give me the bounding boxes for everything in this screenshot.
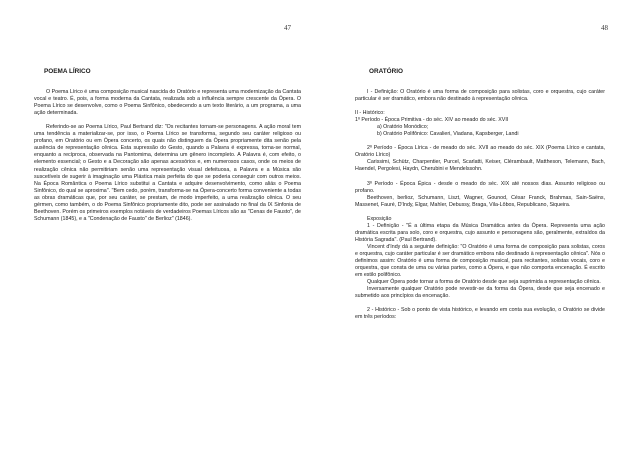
paragraph-bertrand-quote: Referindo-se ao Poema Lírico, Paul Bertrand diz: "Os recitantes tornam-se personagens. A ação moral tem uma tendência a materializar-se, por isso, o Poema Lírico se transforma, segundo seu caráter religioso ou profano, em Oratório ou em Ópera concerto, os quais não distinguem da Ópera propriamente dita senão pela ausência de representação cênica. Esta supressão do Gesto, quando a Palavra é expressa, torna-se normal, enquanto a recíproca, observada na Pantomima, determina um gênero incompleto. A Palavra é, com efeito, o elemento essencial; o Gesto e a Decoração são apenas acessórios e, em numerosos casos, onde os meios de realização cênica não permitiriam senão uma representação visual defeituosa, a Palavra e a Música são suscetíveis de sugerir à imaginação uma Plástica mais perfeita do que se poderia conseguir com outros meios. Na Época Romântica o Poema Lírico substitui a Cantata e adquire desenvolvimento, como aliás o Poema Sinfônico, do qual se aproxima". "Bem cedo, porém, transforma-se na Ópera-concerto forma conveniente a todas as obras dramáticas que, por seu caráter, se prestam, de modo imperfeito, a uma realização cênica. O seu gérmen, como também, o do Poema Sinfônico propriamente dito, pode ser assinalado no final da IX Sinfonia de Beethoven. Porém os primeiros exemplos notáveis de verdadeiros Poemas Líricos são as "Cenas de Fausto", de Schumann (1845), e a "Condenação de Fausto" de Berlioz" (1846). (34, 124, 301, 222)
page-number-right: 48 (601, 24, 608, 32)
heading-oratorio: ORATÓRIO (369, 68, 403, 75)
page-number-left: 47 (284, 24, 291, 32)
historico-title: II - Histórico: (355, 110, 385, 117)
periodo-1-b: b) Oratório Polifônico: Cavalieri, Viadana, Kapsberger, Landi (377, 131, 519, 138)
paragraph-intro: O Poema Lírico é uma composição musical nascida do Oratório e representa uma modernização da Cantata vocal e teatro. É, pois, a forma moderna da Cantata, realizada sob a influência sempre crescente da Ópera. O Poema Lírico se desenvolve, como o Poema Sinfônico, obedecendo a um texto literário, a um programa, a uma ação determinada. (34, 89, 301, 117)
historico-block (355, 110, 605, 138)
exposicao-inversamente: Inversamente qualquer Oratório pode revestir-se da forma da Ópera, desde que seja encenado e submetido aos princípios da encenação. (355, 286, 605, 300)
left-page-column (34, 68, 301, 230)
exposicao-dindy: Vincent d'Indy dá a seguinte definição: "O Oratório é uma forma de composição para solistas, coros e orquestra, cujo caráter particular é ser dramático embora não destinado à representação cênica". Nós o definimos assim: Oratório é uma forma de composição musical, para recitantes, solistas vocais, coro e orquestra, que consta de uma ou várias partes, como a Ópera, e que não comporta encenação. É escrito em estilo polifônico. (355, 243, 605, 279)
periodo-1: 1º Período - Época Primitiva - do séc. XIV ao meado do séc. XVII (355, 117, 509, 124)
exposicao-title: Exposição (367, 215, 392, 222)
exposicao-definicao: 1 - Definição - "É a última etapa da Música Dramática antes da Ópera. Representa uma ação dramática escrita para solo, coro e orquestra, cujo assunto e personagens são, geralmente, extraídos da História Sagrada". (Paul Bertrand). (355, 222, 605, 243)
periodo-3-names: Beethoven, berlioz, Schumann, Liszt, Wagner, Gounod, César Franck, Brahmas, Sain-Saëns, Massenet, Fauré, D'Indy, Elgar, Mahler, Debussy, Braga, Vila-Lôbos, Republicano, Siqueira. (355, 194, 605, 208)
periodo-2-names: Carissimi, Schütz, Charpentier, Purcel, Scarlatti, Keiser, Clérambault, Mattheson, Telemann, Bach, Haendel, Pergolesi, Haydn, Cherubini e Mendelssohn. (355, 159, 605, 173)
periodo-3: 3º Período - Época Épica - desde o meado do séc. XIX até nossos dias. Assunto religioso ou profano. (355, 180, 605, 194)
exposicao-opera: Qualquer Ópera pode tornar a forma de Oratório desde que seja suprimida a representação cênica. (367, 279, 601, 286)
periodo-2: 2º Período - Época Lírica - de meado do séc. XVII ao meado do séc. XIX (Poema Lírico e cantata, Oratório Lírico) (355, 145, 605, 159)
right-page-column (355, 68, 605, 328)
heading-poema-lirico: POEMA LÍRICO (44, 68, 91, 75)
periodo-1-a: a) Oratório Monódico; (377, 124, 429, 131)
exposicao-historico: 2 - Histórico - Sob o ponto de vista histórico, e levando em conta sua evolução, o Oratório se divide em três períodos: (355, 307, 605, 321)
paragraph-definition: I - Definição: O Oratório é uma forma de composição para solistas, coro e orquestra, cujo caráter particular é ser dramático, embora não destinado à representação cênica. (355, 89, 605, 103)
